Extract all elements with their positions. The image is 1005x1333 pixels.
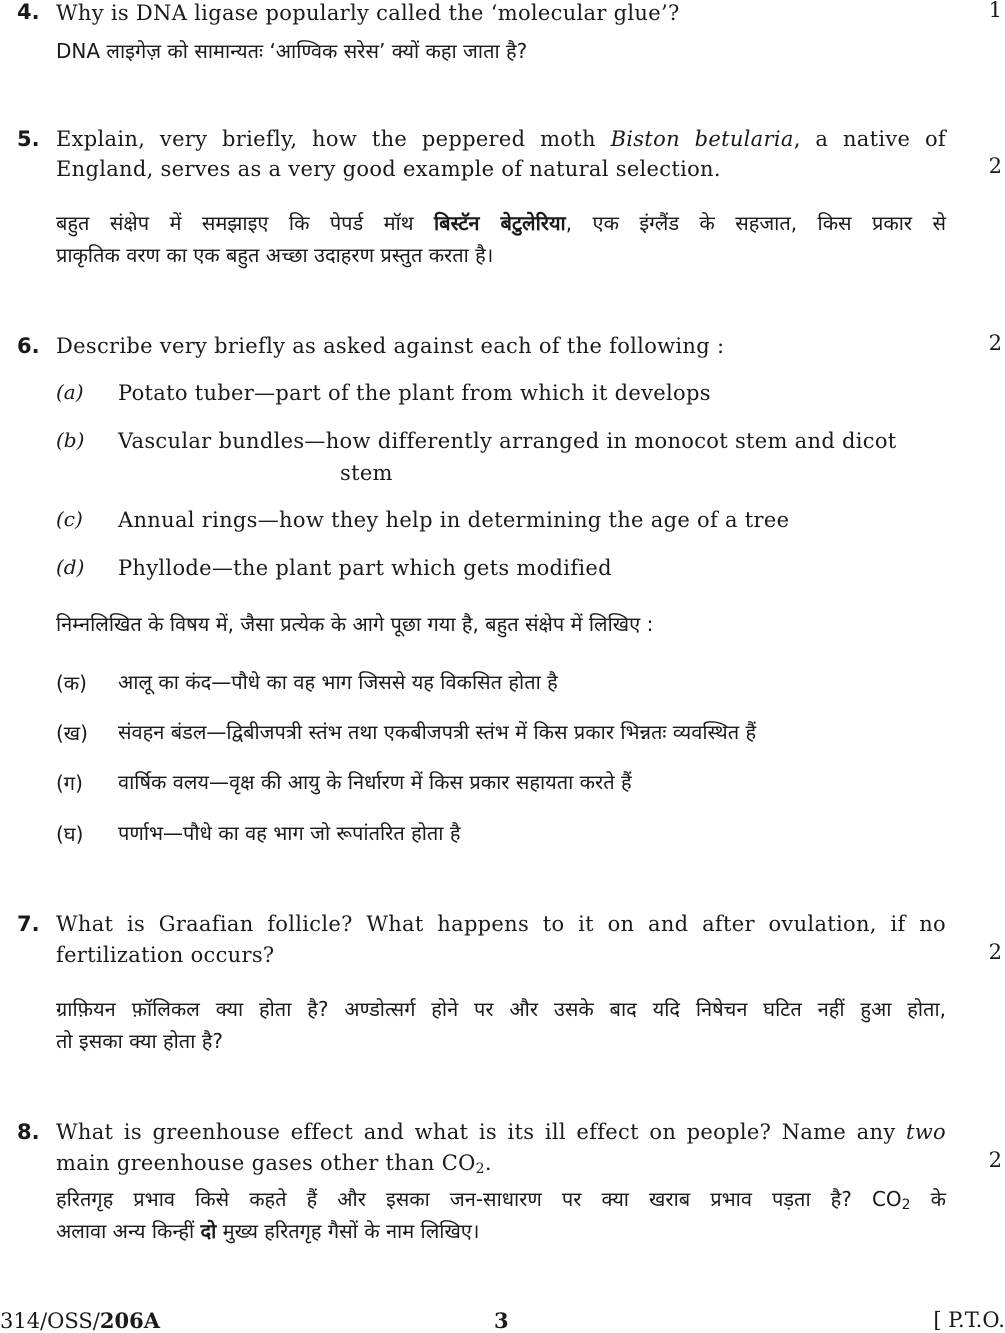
- question-7-line2-en: fertilization occurs?: [56, 943, 275, 967]
- question-6-text-hi: निम्नलिखित के विषय में, जैसा प्रत्येक के आगे पूछा गया है, बहुत संक्षेप में लिखिए :: [56, 612, 654, 636]
- question-7-line2-hi: तो इसका क्या होता है?: [56, 1029, 223, 1053]
- pto-label: [ P.T.O.: [933, 1308, 1005, 1332]
- question-8-line1-en: What is greenhouse effect and what is its ill effect on people? Name any two: [56, 1120, 946, 1144]
- question-6-part-ga-label: (ग): [56, 771, 83, 795]
- question-6-part-b-label: (b): [56, 428, 85, 452]
- question-5-line1-hi: बहुत संक्षेप में समझाइए कि पेपर्ड मॉथ बिस्टॅन बेटुलेरिया, एक इंग्लैंड के सहजात, किस प्रकार से: [56, 211, 946, 235]
- question-8-line1-hi: हरितगृह प्रभाव किसे कहते हैं और इसका जन-साधारण पर क्या खराब प्रभाव पड़ता है? $CO_2$ के: [56, 1187, 946, 1213]
- question-6-part-kha-label: (ख): [56, 721, 88, 745]
- question-7-marks: 2: [988, 940, 1002, 964]
- question-6-part-c-label: (c): [56, 507, 83, 531]
- question-6-part-d-text: Phyllode—the plant part which gets modified: [118, 556, 612, 580]
- question-6-part-b-text: Vascular bundles—how differently arranged in monocot stem and dicot: [118, 429, 897, 453]
- question-6-part-kha-text: संवहन बंडल—द्विबीजपत्री स्तंभ तथा एकबीजपत्री स्तंभ में किस प्रकार भिन्नतः व्यवस्थित हैं: [118, 720, 757, 744]
- question-6-part-ga-text: वार्षिक वलय—वृक्ष की आयु के निर्धारण में किस प्रकार सहायता करते हैं: [118, 770, 632, 794]
- question-6-number: 6.: [17, 334, 40, 358]
- question-4-text-hi: DNA लाइगेज़ को सामान्यतः ‘आण्विक सरेस’ क्यों कहा जाता है?: [56, 39, 528, 63]
- question-5-number: 5.: [17, 127, 40, 151]
- question-7-line1-hi: ग्राफ़ियन फ़ॉलिकल क्या होता है? अण्डोत्सर्ग होने पर और उसके बाद यदि निषेचन घटित नहीं हुआ होता,: [56, 997, 946, 1021]
- question-6-part-b-text-cont: stem: [340, 461, 393, 485]
- question-7-line1-en: What is Graafian follicle? What happens to it on and after ovulation, if no: [56, 912, 946, 936]
- question-6-part-a-label: (a): [56, 380, 84, 404]
- question-5-line2-en: England, serves as a very good example of natural selection.: [56, 157, 721, 181]
- question-5-line2-hi: प्राकृतिक वरण का एक बहुत अच्छा उदाहरण प्रस्तुत करता है।: [56, 243, 494, 267]
- question-6-part-a-text: Potato tuber—part of the plant from which it develops: [118, 381, 711, 405]
- question-5-line1-en: Explain, very briefly, how the peppered moth Biston betularia, a native of: [56, 127, 947, 151]
- question-4-number: 4.: [17, 0, 40, 24]
- page-number: 3: [494, 1308, 509, 1333]
- question-6-part-gha-text: पर्णाभ—पौधे का वह भाग जो रूपांतरित होता है: [118, 821, 461, 845]
- question-6-part-ka-label: (क): [56, 671, 87, 695]
- question-4-marks: 1: [988, 0, 1002, 22]
- question-6-part-gha-label: (घ): [56, 822, 84, 846]
- question-6-text-en: Describe very briefly as asked against each of the following :: [56, 334, 725, 358]
- question-6-part-d-label: (d): [56, 555, 85, 579]
- question-4-text-en: Why is DNA ligase popularly called the ‘molecular glue’?: [56, 1, 680, 25]
- question-6-marks: 2: [988, 331, 1002, 355]
- question-8-number: 8.: [17, 1120, 40, 1144]
- question-8-line2-hi: अलावा अन्य किन्हीं दो मुख्य हरितगृह गैसों के नाम लिखिए।: [56, 1219, 480, 1243]
- species-name: Biston betularia: [610, 127, 794, 151]
- question-7-number: 7.: [17, 912, 40, 936]
- question-8-line2-en: main greenhouse gases other than $CO_2$.: [56, 1151, 492, 1177]
- paper-code: 314/OSS/206A: [0, 1308, 160, 1333]
- question-6-part-c-text: Annual rings—how they help in determining the age of a tree: [118, 508, 790, 532]
- question-5-marks: 2: [988, 154, 1002, 178]
- question-6-part-ka-text: आलू का कंद—पौधे का वह भाग जिससे यह विकसित होता है: [118, 670, 558, 694]
- question-8-marks: 2: [988, 1148, 1002, 1172]
